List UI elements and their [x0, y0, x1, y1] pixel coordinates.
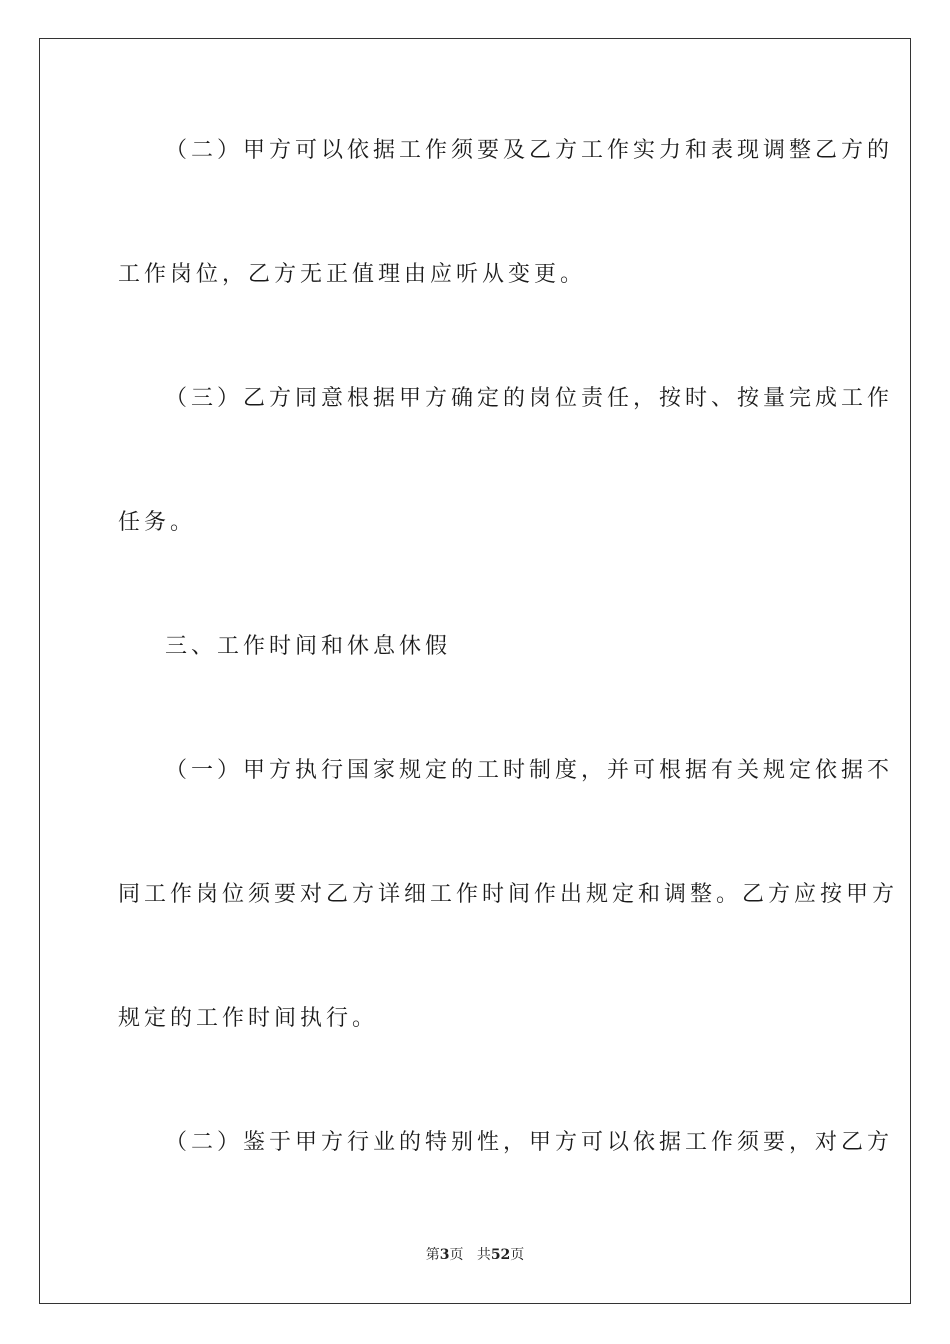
- paragraph-line: （二）鉴于甲方行业的特别性，甲方可以依据工作须要，对乙方: [165, 1130, 894, 1155]
- paragraph-line: 工作岗位，乙方无正值理由应听从变更。: [118, 262, 587, 287]
- footer-page-suffix: 页: [449, 1247, 464, 1263]
- footer-page-number: 3: [439, 1247, 450, 1263]
- paragraph-line: 同工作岗位须要对乙方详细工作时间作出规定和调整。乙方应按甲方: [118, 882, 899, 907]
- page-footer: [0, 1244, 950, 1264]
- footer-total-suffix: 页: [510, 1247, 525, 1263]
- paragraph-line: （三）乙方同意根据甲方确定的岗位责任，按时、按量完成工作: [165, 386, 894, 411]
- footer-total-prefix: 共: [476, 1247, 491, 1263]
- section-heading: 三、工作时间和休息休假: [165, 634, 452, 659]
- paragraph-line: 规定的工作时间执行。: [118, 1006, 379, 1031]
- footer-total-pages: 52: [490, 1247, 511, 1263]
- page-frame: [39, 38, 911, 1304]
- footer-page-prefix: 第: [425, 1247, 440, 1263]
- paragraph-line: （二）甲方可以依据工作须要及乙方工作实力和表现调整乙方的: [165, 138, 894, 163]
- paragraph-line: （一）甲方执行国家规定的工时制度，并可根据有关规定依据不: [165, 758, 894, 783]
- paragraph-line: 任务。: [118, 510, 197, 535]
